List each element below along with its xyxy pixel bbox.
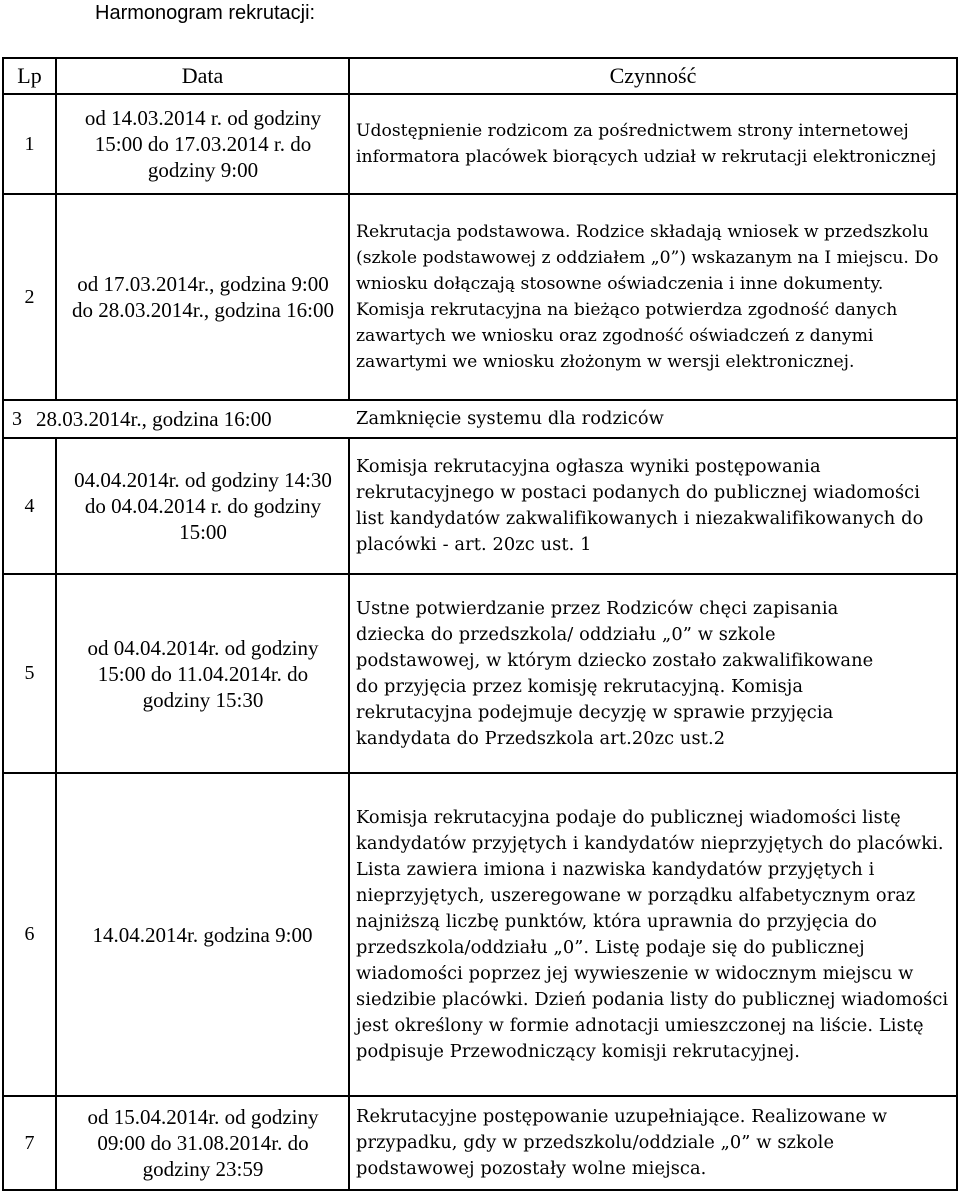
row-activity-text: Udostępnienie rodzicom za pośrednictwem strony internetowej informatora placówek biorących udział w rekrutacji elektronicznej	[356, 121, 937, 167]
row-number: 5	[24, 662, 35, 684]
row-date-text: od 14.03.2014 r. od godziny 15:00 do 17.03.2014 r. do godziny 9:00	[84, 106, 322, 182]
row-date	[70, 195, 336, 399]
row-date	[60, 95, 346, 193]
row-activity	[356, 441, 942, 571]
row-number: 2	[24, 285, 35, 308]
row-date-text: od 15.04.2014r. od godziny 09:00 do 31.08.2014r. do godziny 23:59	[87, 1105, 319, 1181]
row-activity-text: Rekrutacyjne postępowanie uzupełniające. Realizowane w przypadku, gdy w przedszkolu/oddziale „0” w szkole podstawowej pozostały wolne miejsca.	[356, 1106, 888, 1179]
row-date: 28.03.2014r., godzina 16:00	[36, 407, 272, 431]
row-activity: Zamknięcie systemu dla rodziców	[356, 408, 664, 429]
header-data: Data	[181, 63, 224, 88]
row-date-text: od 04.04.2014r. od godziny 15:00 do 11.04.2014r. do godziny 15:30	[87, 635, 319, 712]
row-number: 1	[24, 132, 35, 155]
row-date: 14.04.2014r. godzina 9:00	[92, 922, 313, 947]
row-number: 4	[24, 494, 35, 517]
header-czynnosc: Czynność	[609, 63, 697, 88]
table-right-border	[956, 57, 958, 1191]
row-activity-text: Rekrutacja podstawowa. Rodzice składają wniosek w przedszkolu (szkole podstawowej z oddziałem „0”) wskazanym na I miejscu. Do wniosku dołączają stosowne oświadczenia i inne dokumenty. Komisja rekrutacyjna na bieżąco potwierdza zgodność danych zawartych we wniosku oraz zgodność oświadczeń z danymi zawartymi we wniosku złożonym w wersji elektronicznej.	[356, 222, 939, 372]
row-activity	[356, 577, 896, 770]
row-number: 3	[12, 407, 22, 430]
row-date-text: 04.04.2014r. od godziny 14:30 do 04.04.2014 r. do godziny 15:00	[74, 468, 332, 544]
row-activity-text: Ustne potwierdzanie przez Rodziców chęci zapisania dziecka do przedszkola/ oddziału „0” w szkole podstawowej, w którym dziecko zostało zakwalifikowane do przyjęcia przez komisję rekrutacyjną. Komisja rekrutacyjna podejmuje decyzję w sprawie przyjęcia kandydata do Przedszkola art.20zc ust.2	[356, 597, 874, 749]
page-title: Harmonogram rekrutacji:	[95, 2, 316, 24]
row-activity	[356, 776, 952, 1093]
row-activity	[356, 97, 946, 191]
header-lp: Lp	[17, 63, 42, 88]
column-divider	[348, 57, 350, 399]
row-date	[72, 439, 334, 573]
row-date	[72, 575, 334, 772]
row-activity	[356, 197, 948, 397]
column-divider	[348, 437, 350, 1191]
row-date	[70, 1097, 336, 1189]
row-activity	[356, 1099, 942, 1187]
row-number: 7	[24, 1131, 35, 1154]
column-divider	[55, 57, 57, 399]
row-number: 6	[24, 923, 35, 945]
row-activity-text: Komisja rekrutacyjna ogłasza wyniki postępowania rekrutacyjnego w postaci podanych do publicznej wiadomości list kandydatów zakwalifikowanych i niezakwalifikowanych do placówki - art. 20zc ust. 1	[356, 456, 924, 555]
row-activity-text: Komisja rekrutacyjna podaje do publicznej wiadomości listę kandydatów przyjętych i kandydatów nieprzyjętych do placówki. Lista zawiera imiona i nazwiska kandydatów przyjętych i nieprzyjętych, uszeregowane w porządku alfabetycznym oraz najniższą liczbę punktów, która uprawnia do przyjęcia do przedszkola/oddziału „0”. Listę podaje się do publicznej wiadomości poprzez jej wywieszenie w widocznym miejscu w siedzibie placówki. Dzień podania listy do publicznej wiadomości jest określony w formie adnotacji umieszczonej na liście. Listę podpisuje Przewodniczący komisji rekrutacyjnej.	[356, 806, 949, 1062]
row-date-text: od 17.03.2014r., godzina 9:00 do 28.03.2014r., godzina 16:00	[72, 272, 334, 322]
